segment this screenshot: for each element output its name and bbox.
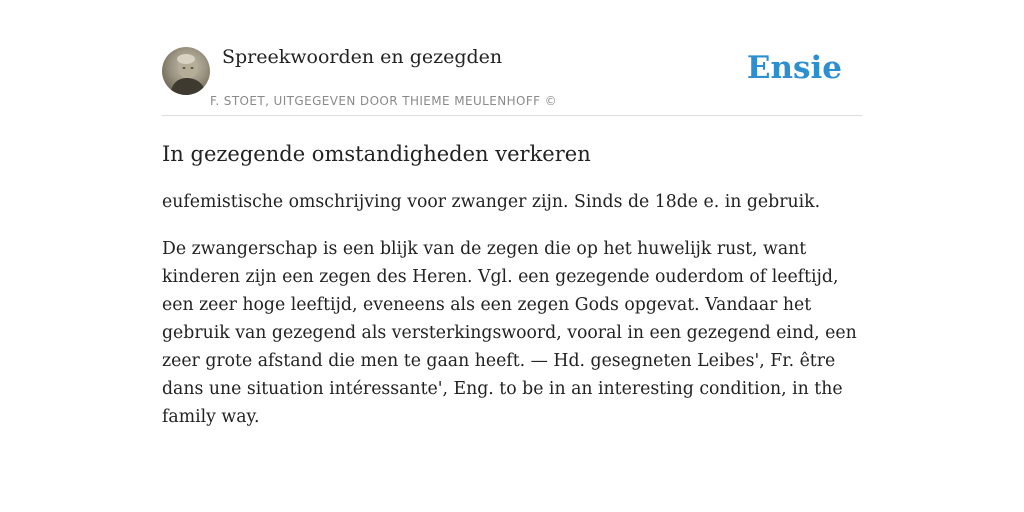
source-title[interactable]: Spreekwoorden en gezegden [222, 46, 503, 68]
entry-title: In gezegende omstandigheden verkeren [162, 142, 591, 166]
entry-definition: eufemistische omschrijving voor zwanger zijn. Sinds de 18de e. in gebruik. [162, 192, 821, 212]
entry-card [162, 40, 862, 431]
author-avatar [162, 47, 210, 95]
brand-logo[interactable]: Ensie [746, 50, 842, 86]
author-portrait-icon [162, 47, 210, 95]
source-header [162, 40, 862, 116]
entry-explanation: De zwangerschap is een blijk van de zegen die op het huwelijk rust, want kinderen zijn een zegen des Heren. Vgl. een gezegende ouderdom of leeftijd, een zeer hoge leeftijd, eveneens als een zegen Gods opgevat. Vandaar het gebruik van gezegend als versterkingswoord, vooral in een gezegend eind, een zeer grote afstand die men te gaan heeft. — Hd. gesegneten Leibes', Fr. être dans une situation intéressante', Eng. to be in an interesting condition, in the family way. [162, 239, 857, 427]
source-credit: F. STOET, UITGEGEVEN DOOR THIEME MEULENHOFF © [210, 94, 558, 108]
